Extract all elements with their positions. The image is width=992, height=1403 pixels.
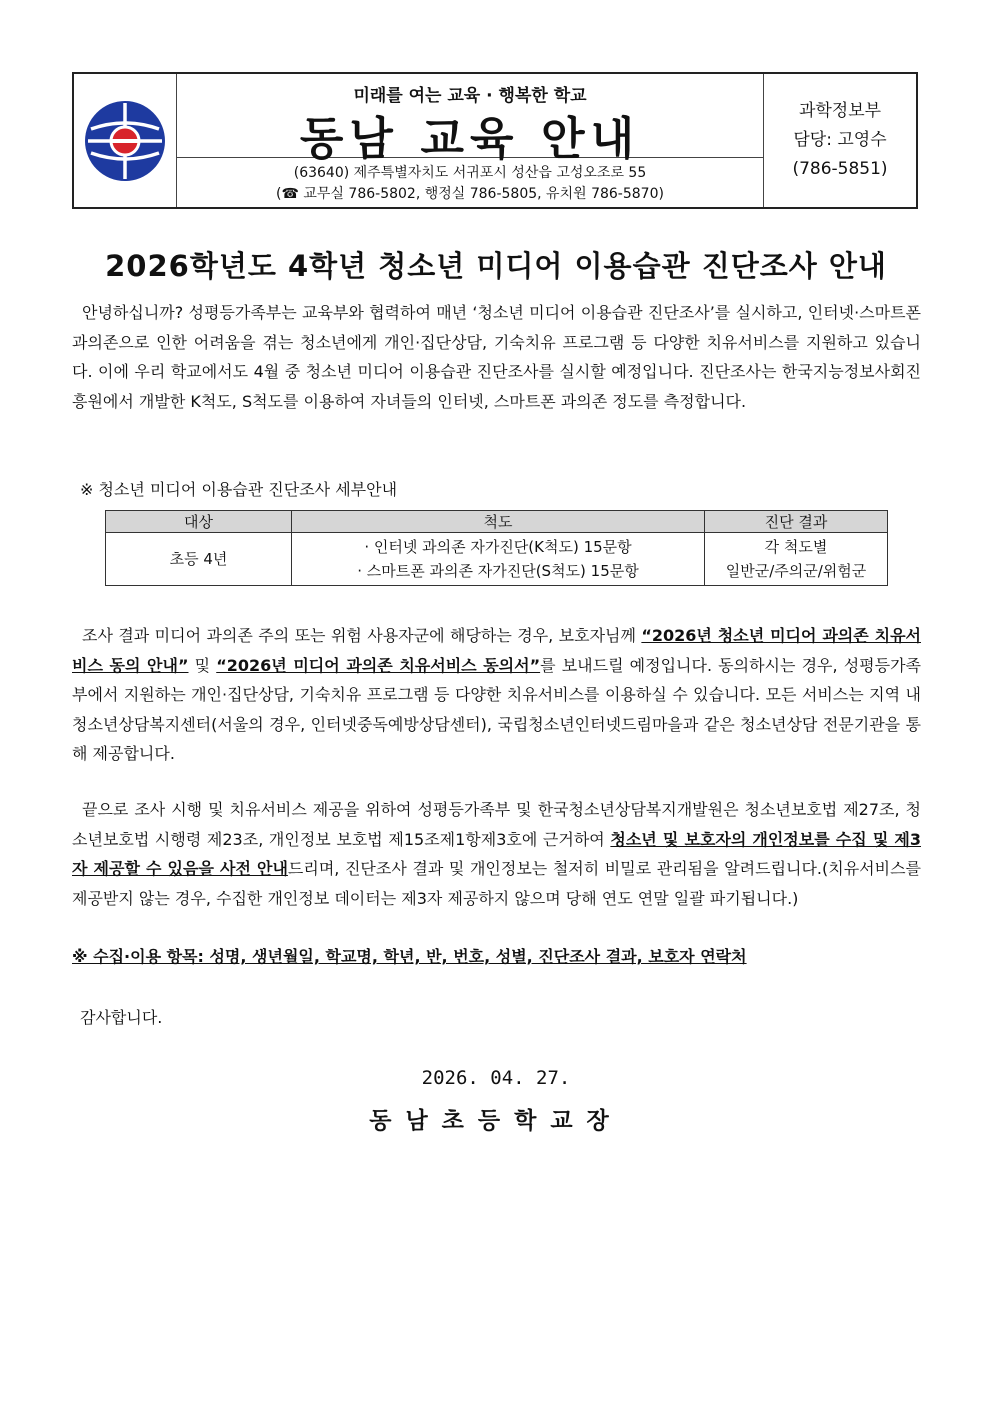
title-area <box>177 74 763 165</box>
header-result: 진단 결과 <box>705 511 888 533</box>
header-scale: 척도 <box>292 511 705 533</box>
target-cell: 초등 4년 <box>106 533 292 586</box>
principal-signature: 동남초등학교장 <box>369 1108 623 1134</box>
result-paragraph <box>72 621 921 769</box>
newsletter-title: 동남 교육 안내 <box>299 112 641 165</box>
closing-thanks: 감사합니다. <box>80 1008 163 1027</box>
table-header-row <box>106 511 888 533</box>
consent-guide-title: “2026년 청소년 미디어 과의존 치유서비스 동의 안내” <box>72 626 921 675</box>
result-line-1: 각 척도별 <box>764 538 828 556</box>
result-line-2: 일반군/주의군/위험군 <box>725 562 867 580</box>
result-cell <box>705 533 888 586</box>
school-emblem-icon <box>83 99 167 183</box>
contact-person: 담당: 고영수 <box>793 130 887 150</box>
para2-text-3: 를 보내드릴 예정입니다. 동의하시는 경우, 성평등가족부에서 지원하는 개인·집단상담, 기숙치유 프로그램 등 다양한 치유서비스를 이용하실 수 있습니다. 모든 서비스는 지역 내 청소년상담복지센터(서울의 경우, 인터넷중독예방상담센터), 국립청소년인터넷드림마을과 같은 청소년상담 전문기관을 통해 제공합니다. <box>72 655 921 763</box>
para2-text-2: 및 <box>188 655 217 675</box>
document-title: 2026학년도 4학년 청소년 미디어 이용습관 진단조사 안내 <box>105 249 887 283</box>
notice-title: ※ 청소년 미디어 이용습관 진단조사 세부안내 <box>80 480 398 499</box>
letterhead <box>72 72 918 209</box>
department: 과학정보부 <box>798 101 882 121</box>
privacy-paragraph <box>72 795 921 913</box>
scale-s: · 스마트폰 과의존 자가진단(S척도) 15문항 <box>357 562 639 580</box>
scale-cell <box>292 533 705 586</box>
collection-items: ※ 수집·이용 항목: 성명, 생년월일, 학교명, 학년, 반, 번호, 성별, 진단조사 결과, 보호자 연락처 <box>72 947 747 966</box>
para2-text-1: 조사 결과 미디어 과의존 주의 또는 위험 사용자군에 해당하는 경우, 보호자님께 <box>82 626 642 645</box>
para3-text-2: 드리며, 진단조사 결과 및 개인정보는 철저히 비밀로 관리됨을 알려드립니다.(치유서비스를 제공받지 않는 경우, 수집한 개인정보 데이터는 제3자 제공하지 않으며 당해 연도 연말 일괄 파기됩니다.) <box>72 859 921 908</box>
slogan: 미래를 여는 교육 · 행복한 학교 <box>353 86 587 106</box>
intro-paragraph: 안녕하십니까? 성평등가족부는 교육부와 협력하여 매년 ‘청소년 미디어 이용습관 진단조사’를 실시하고, 인터넷·스마트폰 과의존으로 인한 어려움을 겪는 청소년에게 개인·집단상담, 기숙치유 프로그램 등 다양한 치유서비스를 지원하고 있습니다. 이에 우리 학교에서도 4월 중 청소년 미디어 이용습관 진단조사를 실시할 예정입니다. 진단조사는 한국지능정보사회진흥원에서 개발한 K척도, S척도를 이용하여 자녀들의 인터넷, 스마트폰 과의존 정도를 측정합니다. <box>72 303 921 411</box>
department-cell <box>764 74 916 207</box>
logo-cell <box>74 74 177 207</box>
table-row <box>106 533 888 586</box>
scale-k: · 인터넷 과의존 자가진단(K척도) 15문항 <box>364 538 632 556</box>
survey-detail-table <box>105 510 888 586</box>
para3-text-1: 끝으로 조사 시행 및 치유서비스 제공을 위하여 성평등가족부 및 한국청소년상담복지개발원은 청소년보호법 제27조, 청소년보호법 시행령 제23조, 개인정보 보호법 제15조제1항제3호에 근거하여 <box>72 800 921 849</box>
address: (63640) 제주특별자치도 서귀포시 성산읍 고성오조로 55 <box>293 165 647 181</box>
consent-form-title: “2026년 미디어 과의존 치유서비스 동의서” <box>216 655 541 675</box>
title-cell <box>177 74 764 207</box>
phone-numbers: (☎ 교무실 786-5802, 행정실 786-5805, 유치원 786-5870) <box>276 186 664 202</box>
document-date: 2026. 04. 27. <box>421 1067 571 1089</box>
contact-phone: (786-5851) <box>792 159 888 179</box>
privacy-emphasis: 청소년 및 보호자의 개인정보를 수집 및 제3자 제공할 수 있음을 사전 안내 <box>72 829 921 878</box>
header-target: 대상 <box>106 511 292 533</box>
